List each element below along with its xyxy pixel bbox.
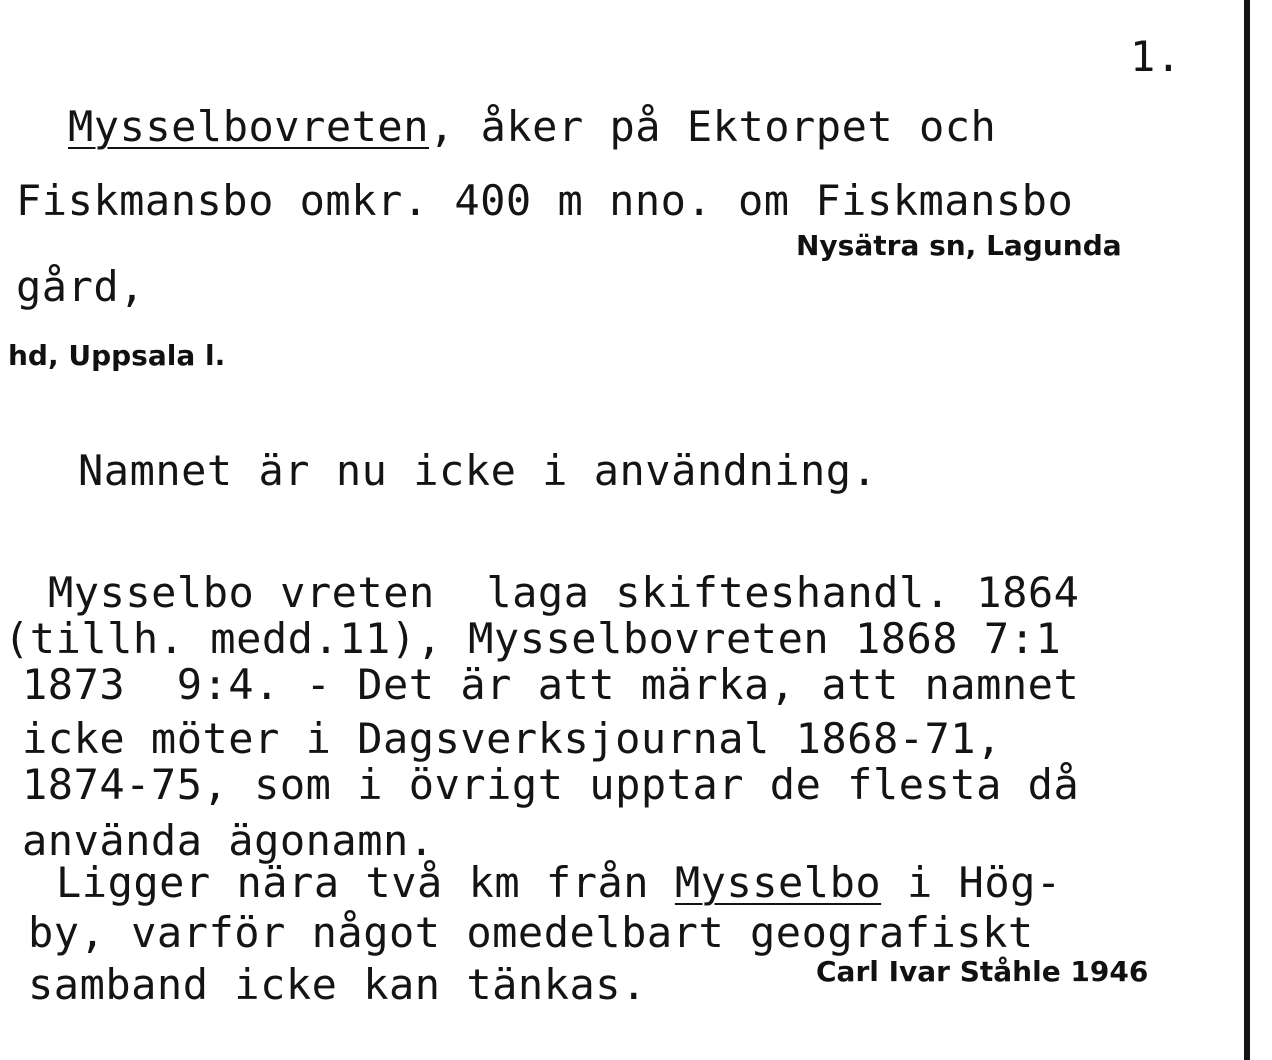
sources-line-1: Mysselbo vreten laga skifteshandl. 1864 (48, 568, 1080, 617)
entry-line-1 (68, 104, 996, 150)
entry-line-3: gård, (16, 262, 145, 311)
remark-line-3: samband icke kan tänkas. (28, 960, 647, 1009)
sources-line-6: använda ägonamn. (22, 816, 435, 865)
sources-line-5: 1874-75, som i övrigt upptar de flesta då (22, 760, 1080, 809)
entry-line-2: Fiskmansbo omkr. 400 m nno. om Fiskmansbo (16, 176, 1074, 225)
sources-line-2: (tillh. medd.11), Mysselbovreten 1868 7:1 (4, 614, 1062, 663)
place-name-mysselbo: Mysselbo (674, 858, 882, 907)
location-stamp-part-2: hd, Uppsala l. (8, 339, 226, 372)
location-stamp-part-1: Nysätra sn, Lagunda (796, 229, 1122, 262)
usage-note: Namnet är nu icke i användning. (78, 446, 878, 495)
signature-stamp: Carl Ivar Ståhle 1946 (816, 955, 1149, 988)
headword: Mysselbovreten (68, 102, 430, 151)
remark-line-1-after: i Hög- (881, 858, 1062, 907)
sources-line-4: icke möter i Dagsverksjournal 1868-71, (22, 714, 1002, 763)
remark-line-1 (56, 860, 1062, 906)
page-number: 1. (1130, 32, 1182, 81)
entry-line-1-rest: , åker på Ektorpet och (429, 102, 997, 151)
remark-line-1-before: Ligger nära två km från (56, 858, 675, 907)
remark-line-2: by, varför något omedelbart geografiskt (28, 908, 1034, 957)
card-edge-line (1244, 0, 1250, 1060)
sources-line-3: 1873 9:4. - Det är att märka, att namnet (22, 660, 1080, 709)
